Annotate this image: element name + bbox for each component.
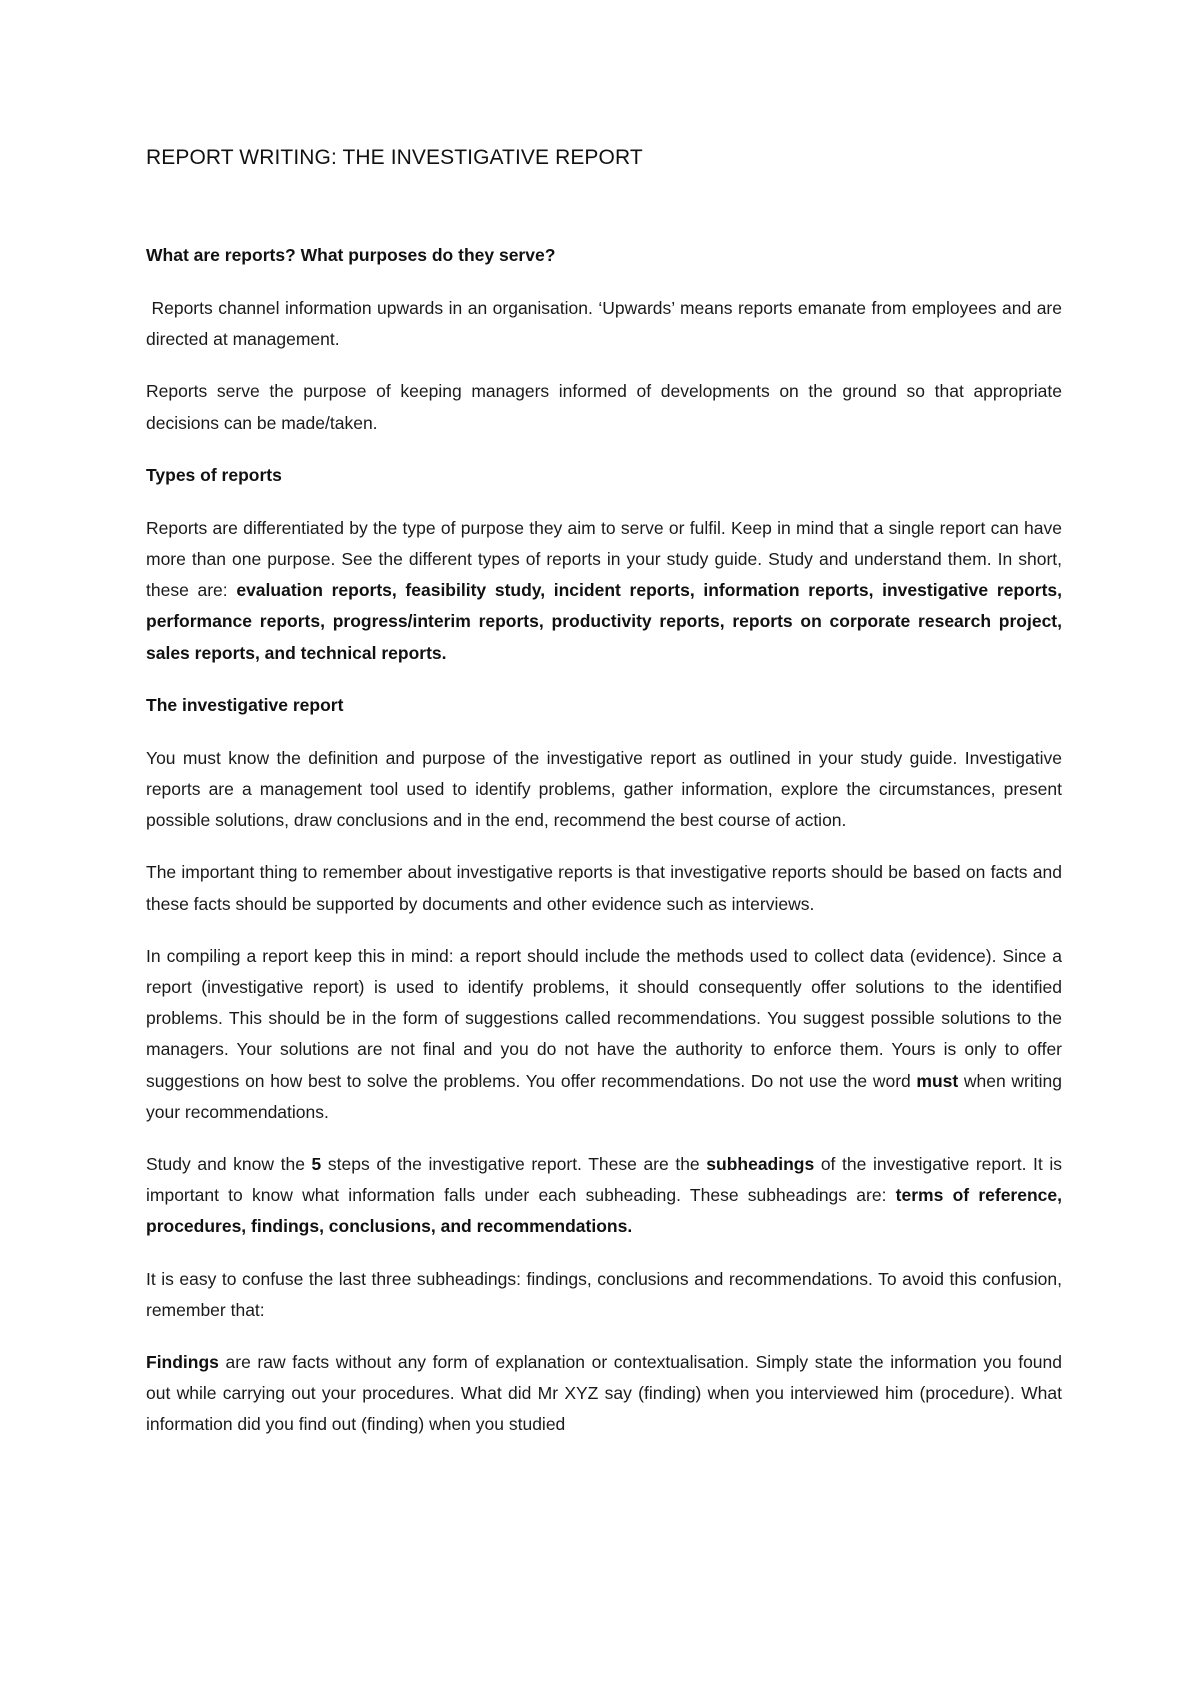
paragraph-confusion: It is easy to confuse the last three subheadings: findings, conclusions and recommendations. To avoid this confusion, remember that: bbox=[146, 1268, 1062, 1320]
subheadings-bold: subheadings bbox=[706, 1154, 815, 1175]
must-bold: must bbox=[916, 1070, 959, 1091]
compiling-text-b: when writing your recommendations. bbox=[146, 1070, 1062, 1122]
heading-investigative-report: The investigative report bbox=[146, 694, 344, 715]
document-title: REPORT WRITING: THE INVESTIGATIVE REPORT bbox=[146, 146, 643, 169]
document-body bbox=[146, 146, 1067, 1462]
subheadings-list-bold: terms of reference, procedures, findings, conclusions, and recommendations. bbox=[146, 1185, 1062, 1237]
heading-what-are-reports: What are reports? What purposes do they serve? bbox=[146, 245, 556, 265]
paragraph-definition: You must know the definition and purpose of the investigative report as outlined in your study guide. Investigative reports are a management tool used to identify problems, gather information, explore the circumstances, present possible solutions, draw conclusions and in the end, recommend the best course of action. bbox=[146, 747, 1062, 831]
heading-types-of-reports: Types of reports bbox=[146, 464, 282, 485]
paragraph-facts: The important thing to remember about investigative reports is that investigative reports should be based on facts and these facts should be supported by documents and other evidence such as interviews. bbox=[146, 862, 1062, 914]
steps-text-a: Study and know the bbox=[146, 1154, 312, 1175]
paragraph-types-of-reports bbox=[146, 513, 1062, 669]
types-list-bold: evaluation reports, feasibility study, incident reports, information reports, investigative reports, performance reports, progress/interim reports, productivity reports, reports on corporate research project, sales reports, and technical reports. bbox=[146, 580, 1062, 663]
paragraph-findings bbox=[146, 1347, 1062, 1441]
compiling-text-a: In compiling a report keep this in mind: a report should include the methods used to collect data (evidence). Since a report (investigative report) is used to identify problems, it should consequently offer solutions to the identified problems. This should be in the form of suggestions called recommendations. You suggest possible solutions to the managers. Your solutions are not final and you do not have the authority to enforce them. Yours is only to offer suggestions on how best to solve the problems. You offer recommendations. Do not use the word bbox=[146, 945, 1062, 1091]
paragraph-reports-purpose: Reports serve the purpose of keeping managers informed of developments on the ground so that appropriate decisions can be made/taken. bbox=[146, 381, 1062, 433]
paragraph-five-steps bbox=[146, 1149, 1062, 1243]
steps-text-b: steps of the investigative report. These are the bbox=[321, 1154, 707, 1175]
steps-text-c: of the investigative report. It is important to know what information falls under each subheading. These subheadings are: bbox=[146, 1154, 1062, 1206]
five-bold: 5 bbox=[311, 1154, 322, 1175]
paragraph-reports-channel: Reports channel information upwards in an organisation. ‘Upwards’ means reports emanate from employees and are directed at management. bbox=[146, 298, 1067, 350]
paragraph-compiling bbox=[146, 941, 1062, 1128]
types-intro-text: Reports are differentiated by the type of purpose they aim to serve or fulfil. Keep in mind that a single report can have more than one purpose. See the different types of reports in your study guide. Study and understand them. In short, these are: bbox=[146, 517, 1062, 601]
findings-text: are raw facts without any form of explanation or contextualisation. Simply state the information you found out while carrying out your procedures. What did Mr XYZ say (finding) when you interviewed him (procedure). What information did you find out (finding) when you studied bbox=[146, 1352, 1062, 1435]
findings-bold: Findings bbox=[146, 1352, 219, 1373]
